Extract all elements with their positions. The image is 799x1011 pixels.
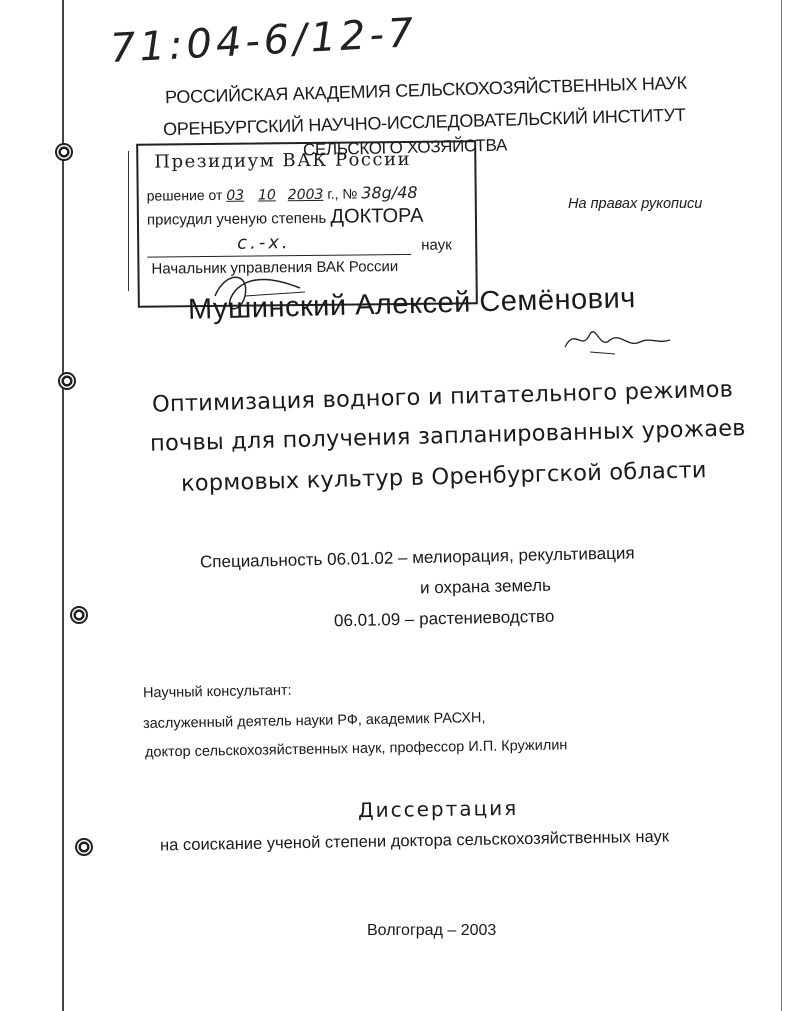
- consultant-line1: заслуженный деятель науки РФ, академик РАСХН,: [142, 710, 486, 732]
- specialty-code1: 06.01.02: [326, 548, 394, 569]
- author-name: Мушинский Алексей Семёнович: [187, 282, 637, 326]
- scan-right-edge: [781, 0, 782, 1011]
- institution-line3: СЕЛЬСКОГО ХОЗЯЙСТВА: [302, 135, 508, 160]
- institution-line1: РОССИЙСКАЯ АКАДЕМИЯ СЕЛЬСКОХОЗЯЙСТВЕННЫХ НАУК: [164, 72, 688, 108]
- field-handwritten: с.-х.: [237, 232, 291, 254]
- specialty-name1-line2: и охрана земель: [419, 575, 552, 598]
- specialty-row2: 06.01.09 – растениеводство: [333, 606, 555, 631]
- consultant-label: Научный консультант:: [142, 682, 292, 702]
- specialty-name2: растениеводство: [418, 606, 555, 629]
- author-signature-icon: [560, 322, 680, 362]
- specialty-label: Специальность: [199, 549, 323, 572]
- decision-month: 10: [257, 187, 276, 204]
- place-year: Волгоград – 2003: [367, 922, 497, 939]
- title-line3: кормовых культур в Оренбургской области: [180, 457, 708, 497]
- field-suffix: наук: [421, 236, 452, 254]
- stamp-signatory: Начальник управления ВАК России: [151, 258, 399, 278]
- institution-line2: ОРЕНБУРГСКИЙ НАУЧНО-ИССЛЕДОВАТЕЛЬСКИЙ ИНСТИТУТ: [162, 104, 686, 140]
- decision-year: 2003: [287, 186, 324, 204]
- dissertation-heading: Диссертация: [357, 795, 519, 823]
- decision-day: 03: [226, 187, 245, 204]
- title-line1: Оптимизация водного и питательного режимов: [151, 376, 734, 418]
- stamp-header: Президиум ВАК России: [154, 148, 412, 173]
- stamp-awarded-row: [147, 205, 424, 231]
- registry-code: 71:04-6/12-7: [109, 9, 419, 73]
- punch-hole-icon: [75, 838, 93, 856]
- dissertation-subtitle: на соискание ученой степени доктора сельскохозяйственных наук: [159, 827, 670, 855]
- awarded-prefix: присудил ученую степень: [146, 209, 327, 229]
- stamp-decision-row: [147, 183, 418, 205]
- decision-prefix: решение от: [146, 186, 223, 204]
- title-line2: почвы для получения запланированных урожаев: [149, 415, 746, 457]
- decision-number: 38g/48: [361, 182, 418, 203]
- specialty-row1: Специальность 06.01.02 – мелиорация, рекультивация: [199, 543, 635, 572]
- punch-hole-icon: [55, 143, 73, 161]
- rights-note: На правах рукописи: [568, 196, 703, 212]
- consultant-line2: доктор сельскохозяйственных наук, профессор И.П. Кружилин: [144, 737, 568, 761]
- degree: ДОКТОРА: [330, 204, 424, 228]
- punch-hole-icon: [70, 606, 88, 624]
- decision-year-suffix: г., №: [327, 185, 358, 202]
- punch-hole-icon: [58, 372, 76, 390]
- specialty-name1: мелиорация, рекультивация: [412, 543, 635, 568]
- specialty-code2: 06.01.09: [333, 609, 401, 631]
